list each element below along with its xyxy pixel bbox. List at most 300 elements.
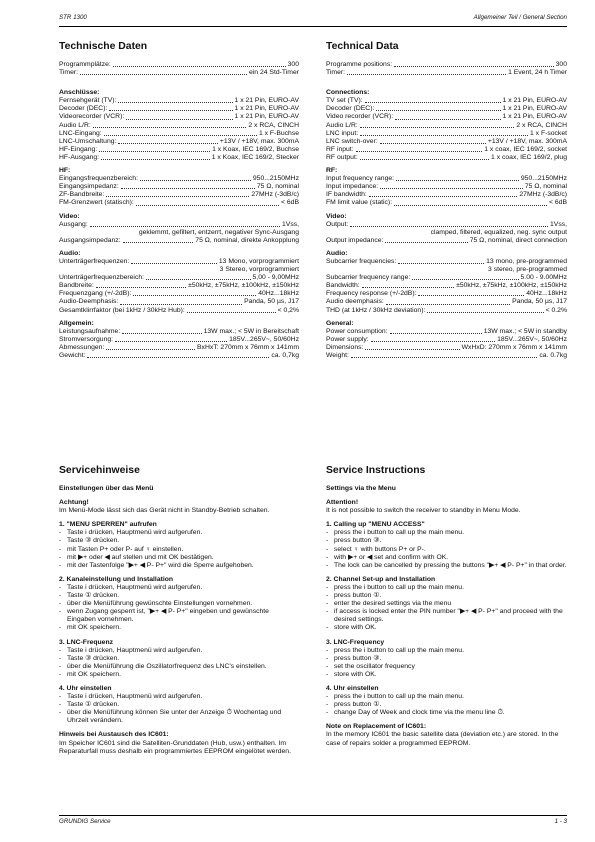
- step-item: - press button ③.: [326, 537, 567, 545]
- service-subtitle: Einstellungen über das Menü: [59, 485, 154, 492]
- spec-row: [326, 274, 567, 282]
- step-item: - Taste i drücken, Hauptmenü wird aufgerufen.: [59, 693, 299, 701]
- dot-leader: [371, 341, 495, 342]
- spec-row: [326, 352, 567, 360]
- spec-label: HF-Ausgang:: [59, 153, 100, 161]
- spec-value: 13 mono, pre-programmed: [486, 257, 567, 265]
- step-item: - mit OK speichern.: [59, 671, 299, 679]
- spec-value: 1Vss,: [550, 220, 567, 228]
- spec-value: 13W max.; < 5W in standby: [483, 327, 567, 335]
- dot-leader: [376, 110, 500, 111]
- spec-label: Video recorder (VCR):: [326, 113, 394, 121]
- spec-group-title: Allgemein:: [59, 319, 94, 327]
- page-header: [59, 14, 567, 26]
- dot-leader: [351, 357, 537, 358]
- spec-row: [326, 336, 567, 344]
- step-item: - mit der Tastenfolge "▶+ ◀ P- P+" wird die Sperre aufgehoben.: [59, 562, 299, 570]
- spec-label: Subcarrier frequencies:: [326, 257, 397, 265]
- step-item: - press button ③.: [326, 655, 567, 663]
- spec-label: Dimensions:: [326, 343, 364, 351]
- spec-value: ca. 0,7kg: [271, 352, 299, 359]
- spec-value: 2 x RCA, CINCH: [248, 121, 299, 129]
- replacement-text: In the memory IC601 the basic satellite data (deviation etc.) are stored. In the case of repairs solder a programmed EEPROM.: [326, 731, 559, 747]
- spec-row: [59, 61, 299, 69]
- spec-label: Audio L/R:: [326, 121, 358, 129]
- spec-row: [326, 183, 567, 191]
- spec-value: 13W max.; < 5W in Bereitschaft: [203, 327, 299, 335]
- step-title: 2. Channel Set-up and Installation: [326, 575, 436, 583]
- spec-row: [326, 69, 567, 77]
- spec-row: [59, 154, 299, 162]
- spec-label: Decoder (DEC):: [59, 105, 108, 113]
- step-title: 1. Calling up "MENU ACCESS": [326, 521, 425, 529]
- step-list: [326, 693, 567, 717]
- spec-label: Audio-Deemphasis:: [59, 298, 119, 306]
- spec-label: Audio L/R:: [59, 121, 91, 129]
- service-subtitle: Settings via the Menu: [326, 485, 396, 492]
- spacer: [326, 77, 567, 84]
- spec-value: 5,00 - 9,00MHz: [252, 274, 299, 282]
- spec-value: 1 x Koax, IEC 169/2, Stecker: [211, 153, 299, 161]
- spec-value: 5.00 - 9.00MHz: [520, 274, 567, 282]
- spec-row: [59, 175, 299, 183]
- spec-row: [59, 336, 299, 344]
- spec-label: Output:: [326, 220, 349, 228]
- spec-group: [326, 89, 567, 162]
- spec-label: Power supply:: [326, 335, 369, 343]
- spec-value: 1 x 21 Pin, EURO-AV: [234, 97, 299, 105]
- step-item: - mit OK speichern.: [59, 624, 299, 632]
- spec-label: Eingangsimpedanz:: [59, 183, 119, 191]
- spec-row: [326, 105, 567, 113]
- spec-label: Fernsehgerät (TV):: [59, 97, 117, 105]
- step-title: 2. Kanaleinstellung und Installation: [59, 575, 174, 583]
- spec-continuation: clamped, filtered, equalized, neg. sync output: [430, 228, 567, 236]
- spec-label: Unterträgerfrequenzen:: [59, 257, 130, 265]
- spec-group-title: Connections:: [326, 89, 370, 97]
- spec-row: [326, 328, 567, 336]
- spec-label: Subcarrier frequency range:: [326, 274, 411, 282]
- spec-label: Programmplätze:: [59, 61, 111, 68]
- spec-row: [326, 237, 567, 245]
- dot-leader: [118, 102, 232, 103]
- spec-label: TV set (TV):: [326, 97, 363, 105]
- step-item: - Taste i drücken, Hauptmenü wird aufgerufen.: [59, 647, 299, 655]
- dot-leader: [394, 66, 554, 67]
- spec-group-title: Audio:: [326, 249, 348, 257]
- spec-label: Abmessungen:: [59, 343, 105, 351]
- dot-leader: [356, 151, 483, 152]
- spec-label: Bandwidth:: [326, 282, 360, 290]
- spec-group: [59, 250, 299, 315]
- step-item: - Taste ③ drücken.: [59, 655, 299, 663]
- spec-row: [59, 307, 299, 315]
- spec-value: 75 Ω, nominal, direct connection: [469, 236, 567, 244]
- step-item: - set the oscillator frequency: [326, 663, 567, 671]
- spec-group-title: Anschlüsse:: [59, 89, 100, 97]
- spec-continuation: geklemmt, gefiltert, entzerrt, negativer Sync-Ausgang: [138, 228, 299, 236]
- de-service: [59, 465, 299, 756]
- spec-row: [59, 191, 299, 199]
- spec-label: RF input:: [326, 145, 354, 153]
- spec-value: 40Hz...18kHz: [526, 290, 567, 298]
- spec-row: [59, 113, 299, 121]
- spec-label: ZF-Bandbreite:: [59, 191, 105, 199]
- spec-group: [59, 167, 299, 207]
- en-service: [326, 465, 567, 748]
- dot-leader: [398, 263, 484, 264]
- spec-value: 40Hz...18kHz: [258, 290, 299, 298]
- dot-leader: [412, 279, 518, 280]
- step-item: - press the i button to call up the main menu.: [326, 584, 567, 592]
- spec-row: [59, 97, 299, 105]
- dot-leader: [123, 242, 194, 243]
- note-title: Achtung!: [59, 499, 89, 507]
- spec-continuation: 3 stereo, pre-programmed: [488, 266, 567, 274]
- spec-value: 75 Ω, nominal, direkte Ankopplung: [195, 236, 299, 244]
- spec-row: [59, 352, 299, 360]
- replacement-title: Hinweis bei Austausch des IC601:: [59, 731, 169, 739]
- step-item: - Taste ① drücken.: [59, 701, 299, 709]
- spec-group: [59, 89, 299, 162]
- spec-row: [59, 183, 299, 191]
- section-heading: Technische Daten: [59, 41, 148, 52]
- model-number: STR 1300: [59, 14, 87, 21]
- step-item: - press button ①.: [326, 701, 567, 709]
- spec-value: ±50kHz, ±75kHz, ±100kHz, ±150kHz: [188, 282, 299, 290]
- step-item: - Taste ① drücken.: [59, 592, 299, 600]
- step-item: - Taste i drücken, Hauptmenü wird aufgerufen.: [59, 584, 299, 592]
- section-heading: Service Instructions: [326, 465, 426, 476]
- spec-row: [326, 138, 567, 146]
- dot-leader: [427, 312, 543, 313]
- spec-label: Videorecorder (VCR):: [59, 113, 125, 121]
- spec-group: [326, 213, 567, 245]
- spec-group-title: Video:: [326, 212, 347, 220]
- dot-leader: [395, 119, 500, 120]
- step-list: [59, 647, 299, 679]
- spec-row: [326, 97, 567, 105]
- spec-value: Panda, 50 µs, J17: [512, 298, 567, 306]
- replacement-text: Im Speicher IC601 sind die Satelliten-Grunddaten (Hub, usw.) enthalten. Im Reparaturfall muss deshalb ein programmiertes EEPROM eingelötet werden.: [59, 739, 291, 755]
- spec-value: 1 x Koax, IEC 169/2, Buchse: [212, 145, 299, 153]
- spec-value: WxHxD: 270mm x 76mm x 141mm: [461, 343, 567, 351]
- spec-value: 1Vss,: [282, 220, 299, 228]
- section-title: Allgemeiner Teil / General Section: [473, 14, 567, 21]
- step-list: [59, 693, 299, 725]
- step-list: [326, 529, 567, 569]
- spec-row: [59, 69, 299, 77]
- spec-row: [59, 138, 299, 146]
- spec-row: [326, 290, 567, 298]
- spec-label: LNC input:: [326, 129, 359, 137]
- dot-leader: [113, 66, 286, 67]
- spec-row: [326, 175, 567, 183]
- step-list: [326, 584, 567, 633]
- spec-row: [59, 282, 299, 290]
- dot-leader: [418, 295, 524, 296]
- step-item: - store with OK.: [326, 624, 567, 632]
- de-specs: [59, 41, 299, 360]
- spec-row: [59, 344, 299, 352]
- dot-leader: [187, 312, 276, 313]
- dot-leader: [396, 180, 519, 181]
- step-item: - select ♀ with buttons P+ or P-.: [326, 546, 567, 554]
- spec-row: [59, 146, 299, 154]
- spec-value: 1 x coax, IEC 169/2, socket: [484, 145, 567, 153]
- dot-leader: [380, 143, 486, 144]
- spec-value: 75 Ω, nominal: [256, 183, 299, 191]
- step-item: - with ▶+ or ◀ set and confirm with OK.: [326, 554, 567, 562]
- spec-value: 27MHz (-3dB/c): [519, 191, 567, 199]
- step-item: - The lock can be cancelled by pressing the buttons "▶+ ◀ P- P+" in that order.: [326, 562, 567, 570]
- dot-leader: [109, 110, 232, 111]
- step-list: [59, 529, 299, 569]
- step-item: - wenn Zugang gesperrt ist, "▶+ ◀ P- P+" eingeben und gewünschte Eingaben vornehmen.: [59, 608, 299, 624]
- spec-row: [326, 154, 567, 162]
- dot-leader: [133, 295, 256, 296]
- spec-label: Leistungsaufnahme:: [59, 327, 121, 335]
- spec-row: [326, 298, 567, 306]
- note-title: Attention!: [326, 499, 359, 507]
- dot-leader: [360, 135, 528, 136]
- spec-row: [326, 191, 567, 199]
- step-list: [326, 647, 567, 679]
- dot-leader: [386, 304, 510, 305]
- section-heading: Servicehinweise: [59, 465, 140, 476]
- step-item: - über die Menüführung gewünschte Einstellungen vornehmen.: [59, 600, 299, 608]
- spec-group: [59, 213, 299, 245]
- spec-value: 1 x 21 Pin, EURO-AV: [502, 105, 567, 113]
- spec-group-title: General:: [326, 319, 354, 327]
- spec-value: 950...2150MHz: [252, 175, 299, 183]
- spec-value: 300: [555, 61, 567, 68]
- dot-leader: [394, 205, 547, 206]
- spec-label: Frequenzgang (+/-2dB):: [59, 290, 132, 298]
- footer-rule: [59, 815, 567, 816]
- step-item: - mit Tasten P+ oder P- auf ♀ einstellen.: [59, 546, 299, 554]
- spec-group-title: HF:: [59, 167, 71, 175]
- spec-value: 1 x F-Buchse: [258, 129, 299, 137]
- step-item: - über die Menüführung die Oszillatorfrequenz des LNC's einstellen.: [59, 663, 299, 671]
- spec-row: [59, 122, 299, 130]
- spec-group: [326, 167, 567, 207]
- spec-value: 1 x F-socket: [529, 129, 567, 137]
- spec-label: FM-Grenzwert (statisch):: [59, 199, 134, 207]
- spec-value: < 0,2%: [277, 306, 299, 314]
- section-heading: Technical Data: [326, 41, 399, 52]
- dot-leader: [360, 159, 489, 160]
- spec-label: FM limit value (static):: [326, 199, 393, 207]
- spec-row: [326, 130, 567, 138]
- spec-value: 75 Ω, nominal: [524, 183, 567, 191]
- spec-label: Input impedance:: [326, 183, 379, 191]
- spec-value: < 6dB: [281, 199, 299, 207]
- step-title: 4. Uhr einstellen: [59, 684, 112, 692]
- spec-label: Eingangsfrequenzbereich:: [59, 175, 138, 183]
- dot-leader: [362, 287, 454, 288]
- spec-value: 1 x 21 Pin, EURO-AV: [234, 105, 299, 113]
- spec-row: [59, 237, 299, 245]
- step-list: [59, 584, 299, 633]
- spec-group-title: RF:: [326, 167, 338, 175]
- spec-value: 1 x 21 Pin, EURO-AV: [502, 113, 567, 121]
- spec-label: Ausgangsimpedanz:: [59, 236, 121, 244]
- spec-label: LNC-Umschaltung:: [59, 137, 117, 145]
- step-title: 1. "MENU SPERREN" aufrufen: [59, 521, 157, 529]
- step-item: - über die Menüführung können Sie unter der Anzeige ⏱ Wochentag und Uhrzeit verändern.: [59, 709, 299, 725]
- spec-label: Timer:: [59, 69, 79, 77]
- spec-value: ein 24 Std-Timer: [249, 69, 299, 77]
- spec-group-title: Video:: [59, 212, 80, 220]
- dot-leader: [104, 135, 257, 136]
- spec-label: IF bandwidth:: [326, 191, 367, 199]
- dot-leader: [369, 196, 518, 197]
- step-item: - press button ①.: [326, 592, 567, 600]
- replacement-title: Note on Replacement of IC601:: [326, 723, 427, 731]
- step-item: - change Day of Week and clock time via the menu line ⏱.: [326, 709, 567, 717]
- spec-value: BxHxT: 270mm x 76mm x 141mm: [197, 343, 299, 351]
- dot-leader: [80, 74, 247, 75]
- spec-label: Unterträgerfrequenzbereich:: [59, 274, 145, 282]
- step-item: - store with OK.: [326, 671, 567, 679]
- spec-value: +13V / +18V, max. 300mA: [487, 137, 567, 145]
- dot-leader: [380, 188, 523, 189]
- dot-leader: [347, 74, 506, 75]
- step-item: - press the i button to call up the main menu.: [326, 647, 567, 655]
- header-rule: [59, 26, 567, 27]
- dot-leader: [87, 357, 269, 358]
- step-item: - Taste i drücken, Hauptmenü wird aufgerufen.: [59, 529, 299, 537]
- dot-leader: [121, 188, 255, 189]
- spec-row: [59, 130, 299, 138]
- spec-value: ±50kHz, ±75kHz, ±100kHz, ±150kHz: [456, 282, 567, 290]
- dot-leader: [350, 226, 548, 227]
- spec-value: 13 Mono, vorprogrammiert: [218, 257, 299, 265]
- spec-value: ca. 0.7kg: [539, 352, 567, 359]
- dot-leader: [131, 263, 217, 264]
- en-specs: [326, 41, 567, 360]
- spec-value: 185V...265V~, 50/60Hz: [497, 335, 567, 343]
- spec-group: [326, 320, 567, 360]
- spec-row: [326, 258, 567, 266]
- dot-leader: [390, 333, 482, 334]
- spec-label: Bandbreite:: [59, 282, 94, 290]
- spec-label: Gesamtklirrfaktor (bei 1kHz / 30kHz Hub):: [59, 306, 185, 314]
- spec-value: < 0.2%: [545, 306, 567, 314]
- spec-row: [326, 122, 567, 130]
- dot-leader: [385, 242, 467, 243]
- spec-group: [326, 250, 567, 315]
- dot-leader: [101, 159, 210, 160]
- step-item: - mit ▶+ oder ◀ auf stellen und mit OK bestätigen.: [59, 554, 299, 562]
- dot-leader: [140, 180, 251, 181]
- spec-label: Audio deemphasis:: [326, 298, 384, 306]
- spec-value: 300: [287, 61, 299, 68]
- dot-leader: [106, 196, 249, 197]
- spec-value: 2 x RCA, CINCH: [516, 121, 567, 129]
- dot-leader: [365, 349, 459, 350]
- dot-leader: [93, 127, 247, 128]
- spec-value: < 6dB: [549, 199, 567, 207]
- dot-leader: [146, 279, 251, 280]
- step-item: - if access is locked enter the PIN number "▶+ ◀ P- P+" and proceed with the desired settings.: [326, 608, 567, 624]
- spacer: [59, 77, 299, 84]
- step-item: - press the i button to call up the main menu.: [326, 529, 567, 537]
- spec-row: [326, 113, 567, 121]
- spec-label: Weight:: [326, 352, 349, 359]
- spec-label: Decoder (DEC):: [326, 105, 375, 113]
- spec-value: 185V...265V~, 50/60Hz: [229, 335, 299, 343]
- spec-row: [59, 298, 299, 306]
- spec-label: Ausgang:: [59, 220, 88, 228]
- dot-leader: [126, 119, 232, 120]
- spec-row: [59, 258, 299, 266]
- spec-row: [59, 328, 299, 336]
- spec-label: THD (at 1kHz / 30kHz deviation):: [326, 306, 426, 314]
- spec-value: +13V / +18V, max. 300mA: [219, 137, 299, 145]
- spec-group: [59, 320, 299, 360]
- spec-label: Timer:: [326, 69, 346, 77]
- spec-value: 950...2150MHz: [520, 175, 567, 183]
- spec-row: [59, 199, 299, 207]
- dot-leader: [136, 205, 279, 206]
- spec-value: Panda, 50 µs, J17: [244, 298, 299, 306]
- spec-continuation: 3 Stereo, vorprogrammiert: [219, 266, 299, 274]
- dot-leader: [115, 341, 227, 342]
- spec-value: 1 x 21 Pin, EURO-AV: [234, 113, 299, 121]
- spec-label: LNC-Eingang:: [59, 129, 102, 137]
- spec-label: RF output:: [326, 153, 358, 161]
- spec-row: [59, 221, 299, 229]
- spec-label: LNC switch-over:: [326, 137, 378, 145]
- dot-leader: [122, 333, 201, 334]
- spec-row: [59, 290, 299, 298]
- spec-row: [59, 274, 299, 282]
- dot-leader: [96, 287, 186, 288]
- page-number: 1 - 3: [554, 818, 567, 825]
- spec-row: [326, 307, 567, 315]
- dot-leader: [99, 151, 210, 152]
- dot-leader: [106, 349, 195, 350]
- spec-value: 1 Event, 24 h Timer: [508, 69, 567, 77]
- step-item: - press the i button to call up the main menu.: [326, 693, 567, 701]
- spec-row: [326, 282, 567, 290]
- spec-label: Power consumption:: [326, 327, 388, 335]
- spec-label: Output impedance:: [326, 236, 384, 244]
- spec-row: [326, 61, 567, 69]
- step-title: 3. LNC-Frequency: [326, 638, 385, 646]
- dot-leader: [120, 304, 242, 305]
- step-item: - Taste ③ drücken.: [59, 537, 299, 545]
- dot-leader: [118, 143, 217, 144]
- step-title: 3. LNC-Frequenz: [59, 638, 114, 646]
- spec-value: 27MHz (-3dB/c): [251, 191, 299, 199]
- spec-label: HF-Eingang:: [59, 145, 98, 153]
- spec-label: Stromversorgung:: [59, 335, 114, 343]
- spec-row: [326, 344, 567, 352]
- brand: GRUNDIG Service: [59, 818, 111, 825]
- spec-row: [326, 199, 567, 207]
- note-text: Im Menü-Mode lässt sich das Gerät nicht in Standby-Betrieb schalten.: [59, 507, 270, 515]
- spec-value: 1 x coax, IEC 169/2, plug: [491, 153, 567, 161]
- dot-leader: [360, 127, 515, 128]
- spec-label: Frequency response (+/-2dB):: [326, 290, 417, 298]
- spec-row: [326, 221, 567, 229]
- note-text: It is not possible to switch the receiver to standby in Menu Mode.: [326, 507, 521, 515]
- spec-value: 1 x 21 Pin, EURO-AV: [502, 97, 567, 105]
- step-title: 4. Uhr einstellen: [326, 684, 379, 692]
